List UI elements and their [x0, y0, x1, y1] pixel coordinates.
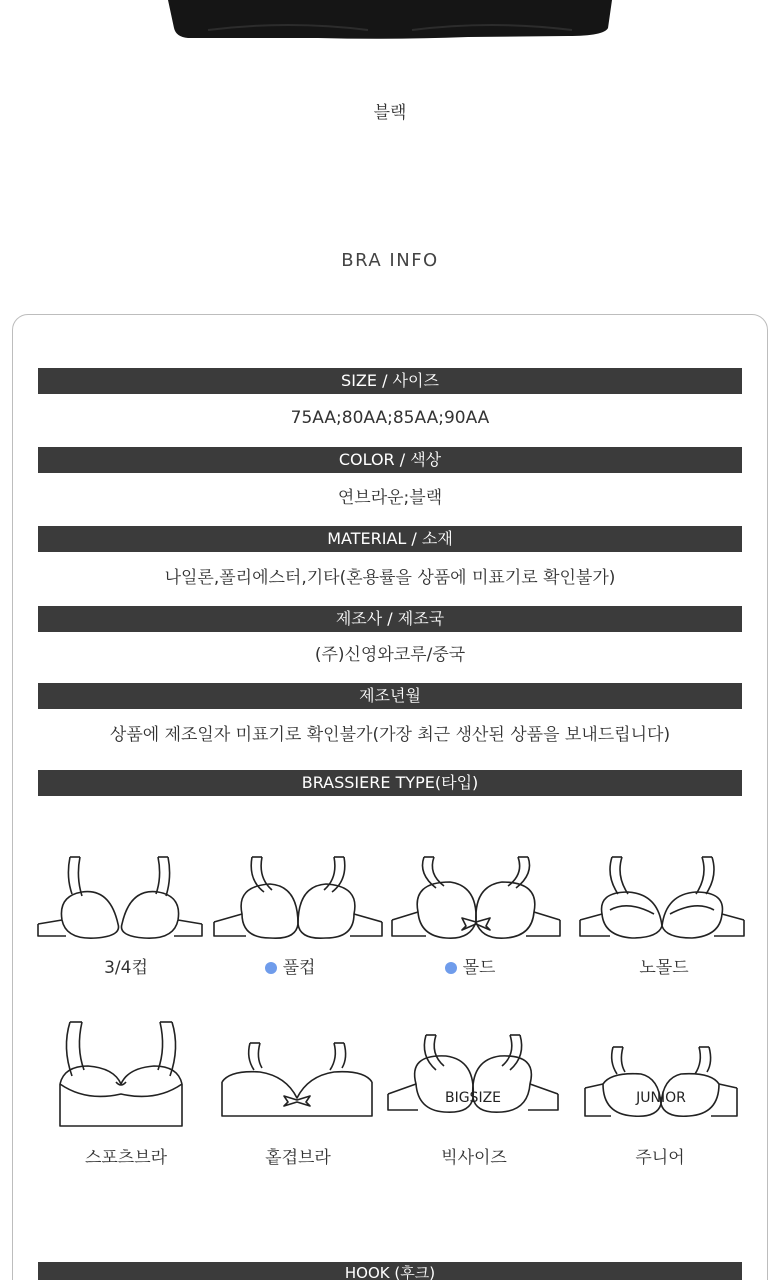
selected-dot — [265, 962, 277, 974]
manufacture-date-header: 제조년월 — [38, 683, 742, 709]
three-quarter-cup-bra-icon — [36, 852, 204, 942]
bra-type-label-sports-bra: 스포츠브라 — [84, 1148, 168, 1168]
color-caption: 블랙 — [373, 103, 407, 123]
color-value: 연브라운;블랙 — [337, 488, 443, 508]
molded-bra-icon — [390, 852, 562, 942]
selected-dot — [445, 962, 457, 974]
product-photo — [168, 0, 612, 40]
bra-type-label-no-mold: 노몰드 — [639, 958, 689, 978]
material-header: MATERIAL / 소재 — [38, 526, 742, 552]
brassiere-type-header: BRASSIERE TYPE(타입) — [38, 770, 742, 796]
size-header: SIZE / 사이즈 — [38, 368, 742, 394]
bra-type-label-junior: 주니어 — [635, 1148, 685, 1168]
manufacture-date-value: 상품에 제조일자 미표기로 확인불가(가장 최근 생산된 상품을 보내드립니다) — [109, 725, 671, 745]
section-heading: BRA INFO — [341, 250, 439, 271]
manufacturer-value: (주)신영와코루/중국 — [314, 645, 466, 665]
bra-type-name: 풀컵 — [282, 958, 316, 978]
hook-header: HOOK (후크) — [38, 1262, 742, 1280]
material-value: 나일론,폴리에스터,기타(혼용률을 상품에 미표기로 확인불가) — [164, 568, 616, 588]
size-value: 75AA;80AA;85AA;90AA — [290, 408, 490, 428]
bra-type-label-full-cup — [200, 957, 380, 979]
junior-inner-text: JUNIOR — [636, 1090, 686, 1106]
single-layer-bra-icon — [220, 1040, 374, 1120]
big-size-inner-text: BIGSIZE — [444, 1090, 502, 1106]
bra-type-label-single-layer: 홑겹브라 — [265, 1148, 331, 1168]
no-mold-bra-icon — [578, 852, 746, 942]
manufacturer-header: 제조사 / 제조국 — [38, 606, 742, 632]
bra-type-label-three-quarter-cup: 3/4컵 — [104, 958, 148, 978]
bra-type-label-big-size: 빅사이즈 — [441, 1148, 507, 1168]
color-header: COLOR / 색상 — [38, 447, 742, 473]
bra-type-label-molded — [380, 957, 560, 979]
bra-type-name: 몰드 — [462, 958, 496, 978]
full-cup-bra-icon — [212, 852, 384, 942]
sports-bra-icon — [56, 1018, 186, 1130]
